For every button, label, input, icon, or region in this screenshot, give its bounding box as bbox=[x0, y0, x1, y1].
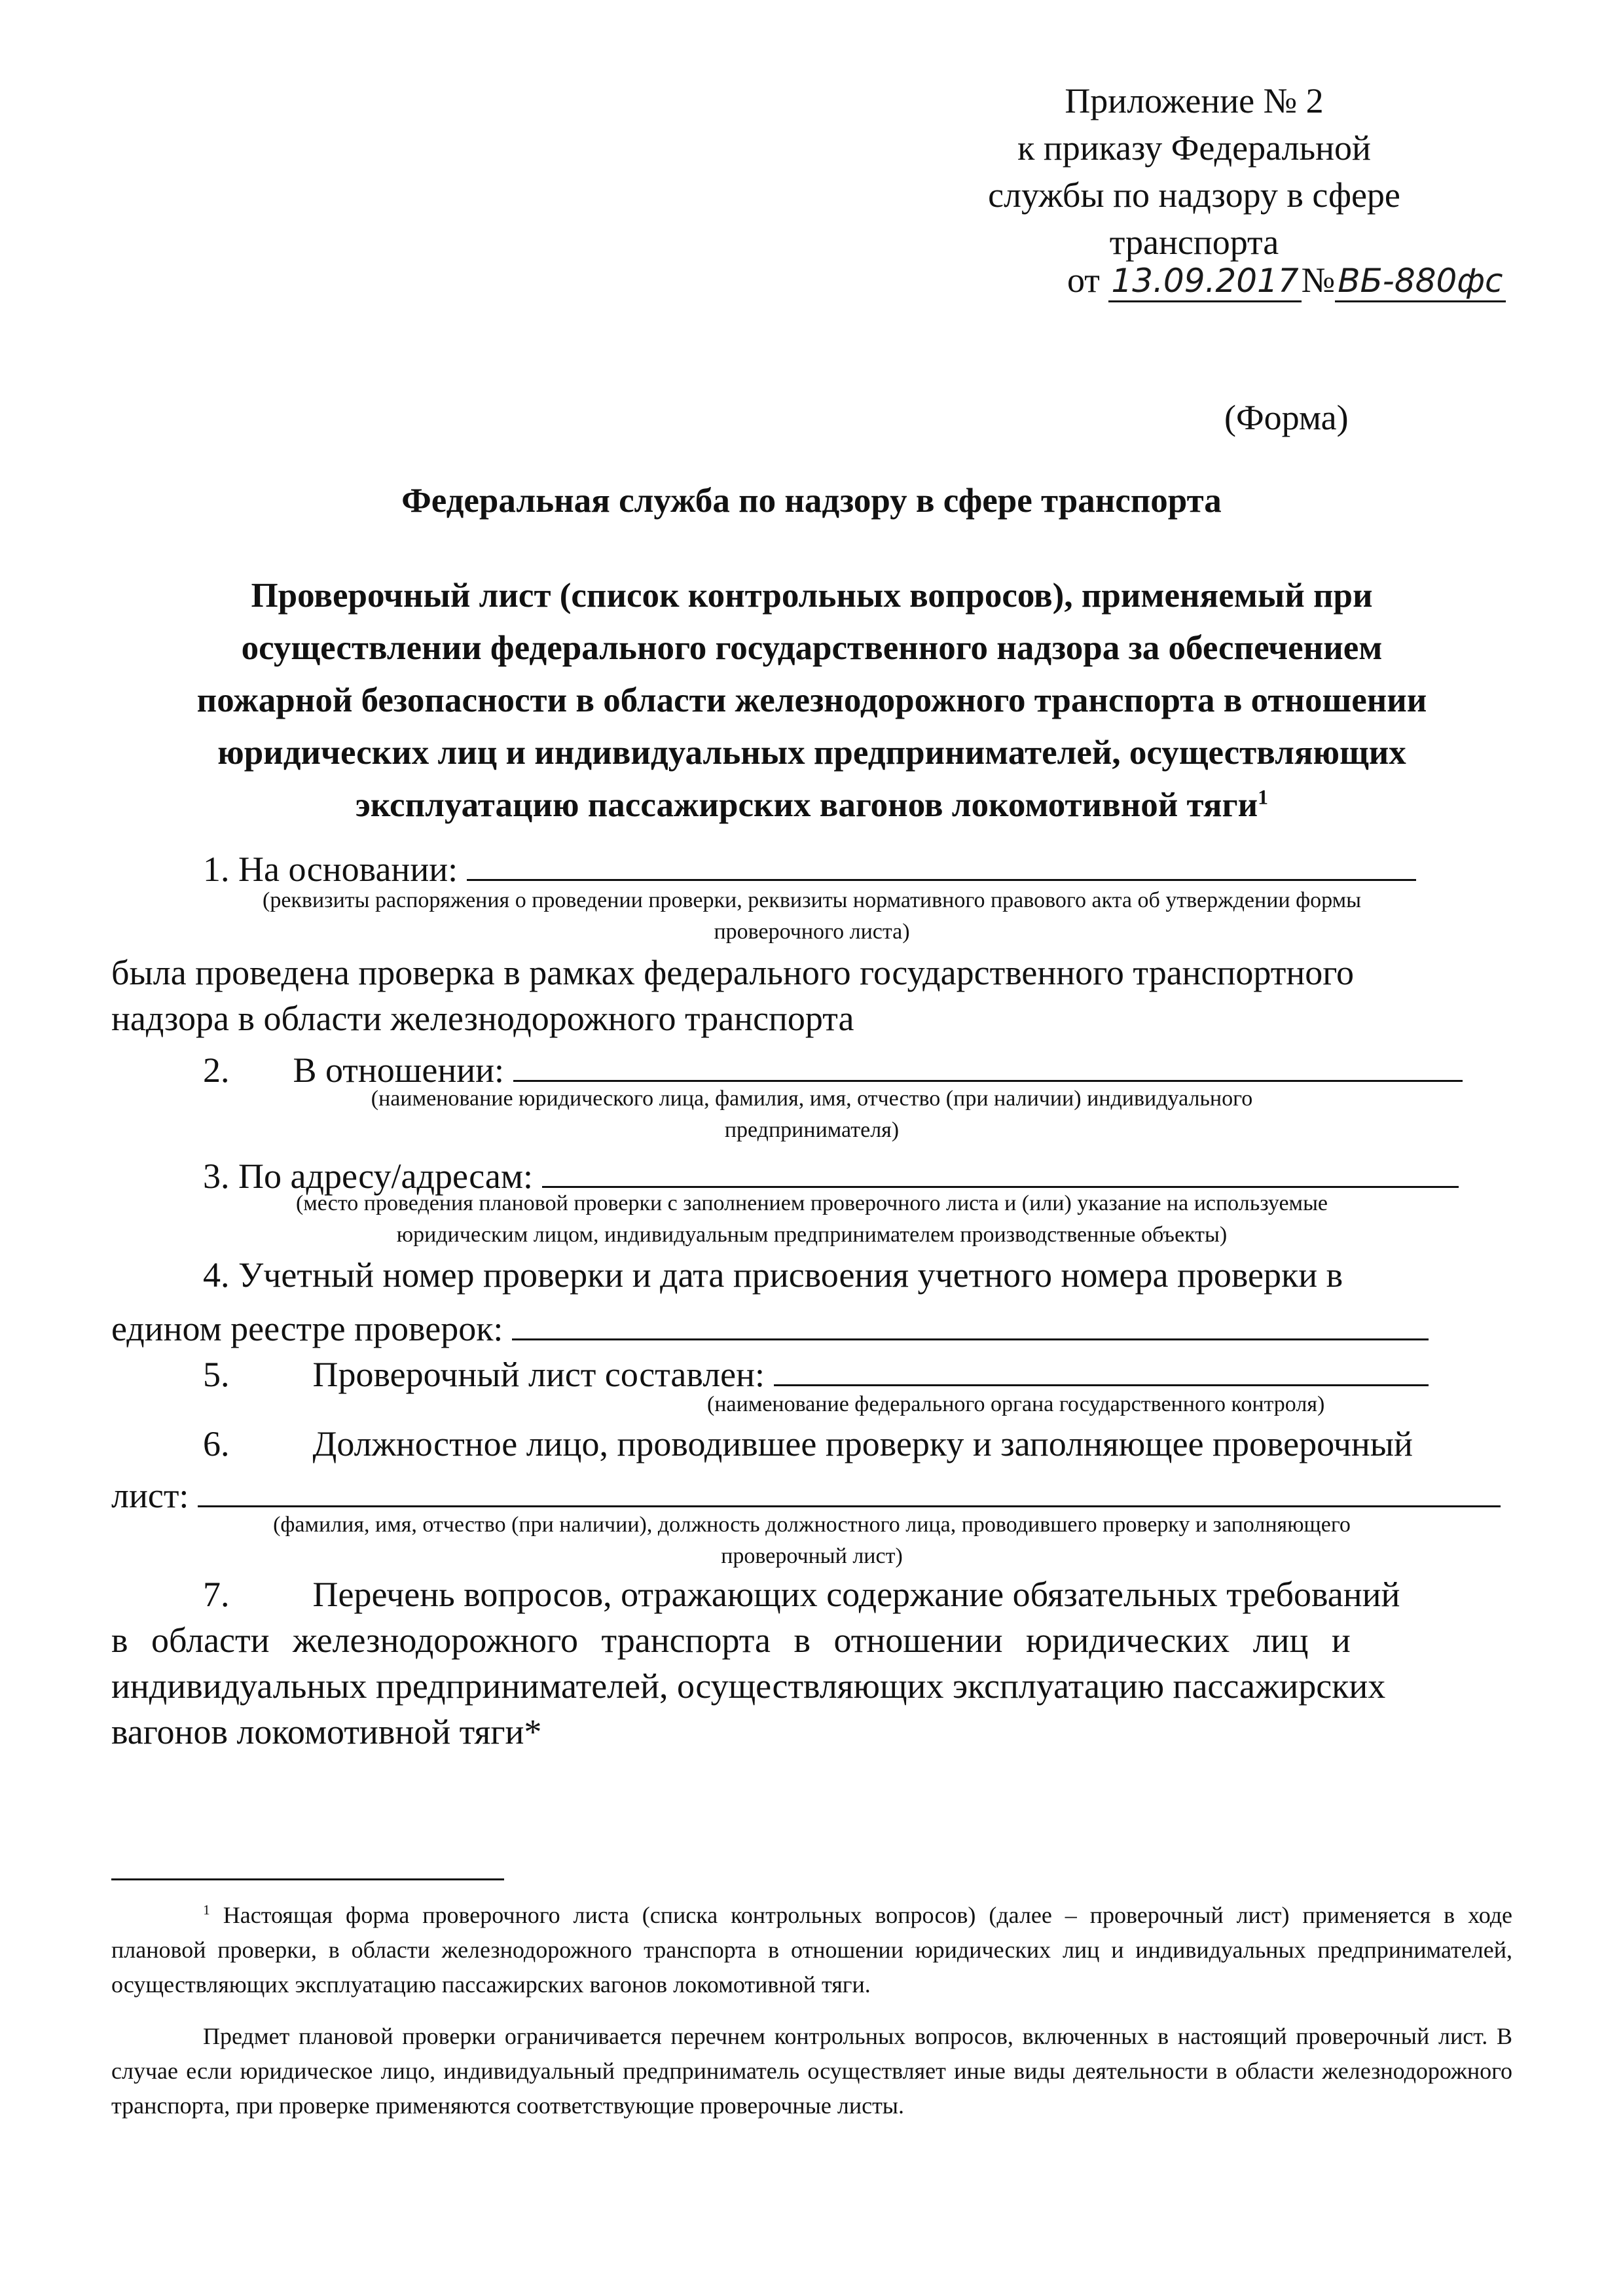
title-line: Проверочный лист (список контрольных вопросов), применяемый при bbox=[251, 577, 1373, 615]
item-5-label: Проверочный лист составлен: bbox=[312, 1355, 765, 1394]
handwritten-date: 13.09.2017 bbox=[1108, 261, 1301, 302]
item-1-fill-line[interactable] bbox=[467, 840, 1416, 881]
item-4-row bbox=[111, 1299, 1429, 1352]
annex-line: транспорта bbox=[1109, 223, 1279, 262]
item-6-text: Должностное лицо, проводившее проверку и заполняющее проверочный bbox=[312, 1424, 1413, 1463]
item-1-caption: (реквизиты распоряжения о проведении проверки, реквизиты нормативного правового акта об утверждении формы проверочного листа) bbox=[263, 888, 1361, 944]
handwritten-order-number: ВБ-880фс bbox=[1335, 261, 1505, 302]
item-3-label: 3. По адресу/адресам: bbox=[203, 1157, 534, 1196]
item-4-text: 4. Учетный номер проверки и дата присвоения учетного номера проверки в bbox=[203, 1255, 1343, 1295]
date-prefix: от bbox=[1067, 260, 1100, 300]
item-4-fill-line[interactable] bbox=[512, 1299, 1429, 1340]
footnote-marker: 1 bbox=[203, 1902, 210, 1918]
annex-header bbox=[932, 77, 1456, 266]
item-6-row bbox=[203, 1420, 1413, 1467]
item-5-number: 5. bbox=[203, 1355, 230, 1394]
number-sign: № bbox=[1301, 260, 1336, 300]
item-7-number: 7. bbox=[203, 1575, 230, 1614]
footnote-paragraph-1: $^1$ Настоящая форма проверочного листа (списка контрольных вопросов) (далее – проверочный лист) применяется в ходе плановой проверки, в области железнодорожного транспорта в отношении юридических лиц и индивидуальных предпринимателей, осуществляющих эксплуатацию пассажирских вагонов локомотивной тяги. bbox=[111, 1902, 1513, 1998]
title-line: эксплуатацию пассажирских вагонов локомотивной тяги$^1$ bbox=[355, 785, 1269, 824]
item-1-text: надзора в области железнодорожного транспорта bbox=[111, 999, 854, 1038]
item-3-caption: (место проведения плановой проверки с заполнением проверочного листа и (или) указание на используемые юридическим лицом, индивидуальным предпринимателем производственные объекты) bbox=[295, 1191, 1328, 1247]
item-2-fill-line[interactable] bbox=[513, 1041, 1463, 1082]
title-line: осуществлении федерального государственного надзора за обеспечением bbox=[241, 629, 1383, 667]
footnote-divider bbox=[111, 1878, 504, 1880]
footnote-ref: 1 bbox=[1258, 785, 1269, 809]
annex-line: к приказу Федеральной bbox=[1017, 128, 1371, 168]
document-title bbox=[105, 569, 1519, 831]
item-2-label: В отношении: bbox=[293, 1050, 505, 1090]
item-3-fill-line[interactable] bbox=[542, 1147, 1459, 1188]
annex-line: службы по надзору в сфере bbox=[988, 175, 1400, 215]
item-7-text: вагонов локомотивной тяги* bbox=[111, 1712, 542, 1751]
item-1-label: 1. На основании: bbox=[203, 850, 458, 889]
item-6-number: 6. bbox=[203, 1424, 230, 1463]
item-1-text: была проведена проверка в рамках федерального государственного транспортного bbox=[111, 953, 1355, 992]
item-7-text: Перечень вопросов, отражающих содержание обязательных требований bbox=[312, 1575, 1400, 1614]
item-6-fill-line[interactable] bbox=[198, 1466, 1501, 1507]
item-7-text: индивидуальных предпринимателей, осуществляющих эксплуатацию пассажирских bbox=[111, 1666, 1386, 1706]
order-date-line bbox=[1067, 257, 1525, 304]
title-line: пожарной безопасности в области железнодорожного транспорта в отношении bbox=[196, 681, 1427, 719]
item-7-row bbox=[203, 1571, 1400, 1618]
item-5-fill-line[interactable] bbox=[774, 1345, 1429, 1386]
item-2-number: 2. bbox=[203, 1050, 230, 1090]
item-2-caption: (наименование юридического лица, фамилия, имя, отчество (при наличии) индивидуального предпринимателя) bbox=[371, 1086, 1253, 1142]
item-4-label: едином реестре проверок: bbox=[111, 1309, 503, 1348]
annex-number: Приложение № 2 bbox=[1065, 81, 1324, 120]
footnote-paragraph-2: Предмет плановой проверки ограничивается перечнем контрольных вопросов, включенных в настоящий проверочный лист. В случае если юридическое лицо, индивидуальный предприниматель осуществляет иные виды деятельности в области железнодорожного транспорта, при проверке применяются соответствующие проверочные листы. bbox=[111, 2023, 1512, 2119]
form-label: (Форма) bbox=[1224, 398, 1349, 437]
item-6-caption: (фамилия, имя, отчество (при наличии), должность должностного лица, проводившего проверку и заполняющего проверочный лист) bbox=[273, 1513, 1351, 1568]
item-5-caption: (наименование федерального органа государственного контроля) bbox=[707, 1392, 1325, 1416]
title-line: юридических лиц и индивидуальных предпринимателей, осуществляющих bbox=[217, 734, 1406, 772]
agency-title: Федеральная служба по надзору в сфере транспорта bbox=[401, 482, 1222, 520]
item-7-text: в области железнодорожного транспорта в отношении юридических лиц и bbox=[111, 1621, 1351, 1660]
item-6-label: лист: bbox=[111, 1476, 189, 1515]
